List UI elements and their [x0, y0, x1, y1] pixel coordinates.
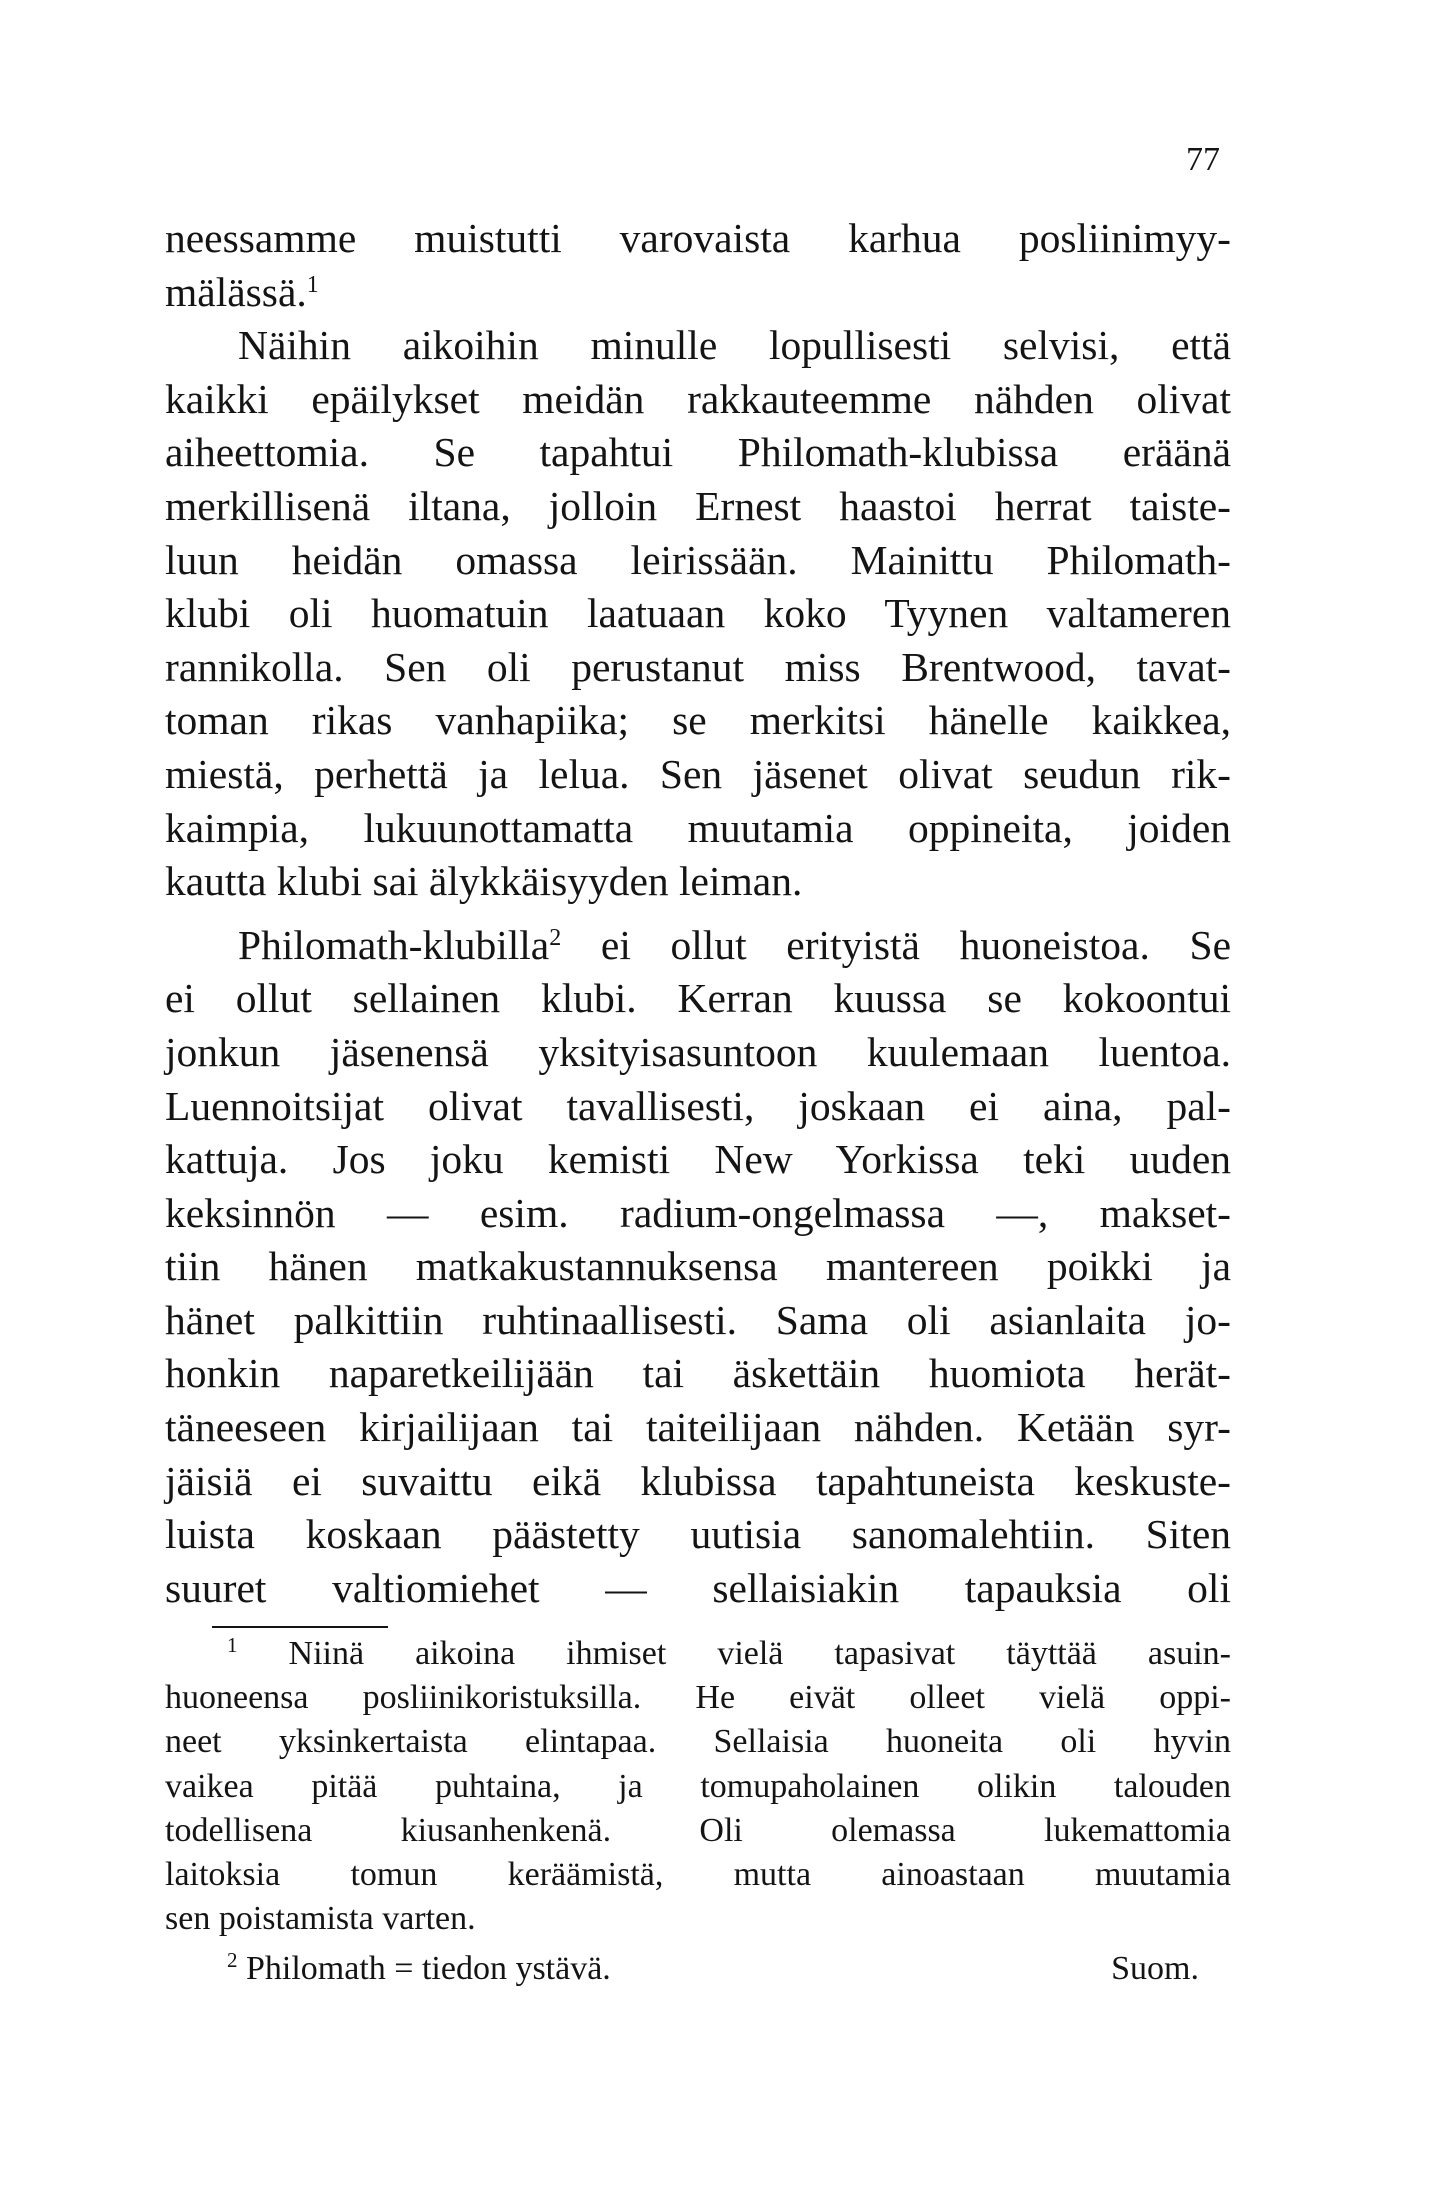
page-number: 77 [1186, 141, 1220, 178]
text-line: täneeseen kirjailijaan tai taiteilijaan nähden. Ketään syr- [165, 1404, 1231, 1451]
paragraph-gap [165, 909, 1231, 919]
text-line: luun heidän omassa leirissään. Mainittu Philomath- [165, 536, 1231, 583]
translator-signature: Suom. [1111, 1950, 1199, 1988]
footnote-marker: 1 [227, 1633, 238, 1657]
text-line: toman rikas vanhapiika; se merkitsi hänelle kaikkea, [165, 697, 1231, 744]
text-line: kautta klubi sai älykkäisyyden leiman. [165, 858, 803, 905]
text-line: tiin hänen matkakustannuksensa mantereen poikki ja [165, 1243, 1231, 1290]
footnote-2-text [227, 1947, 611, 1991]
footnote-marker: 2 [227, 1948, 238, 1973]
text-line: kaikki epäilykset meidän rakkauteemme nähden olivat [165, 375, 1231, 422]
main-text [165, 212, 1231, 1615]
text-line [165, 919, 1231, 973]
footnote-line: laitoksia tomun keräämistä, mutta ainoastaan muutamia [165, 1855, 1231, 1893]
footnote-reference: 1 [306, 271, 319, 298]
text-line: neessamme muistutti varovaista karhua posliinimyy- [165, 215, 1231, 261]
text-line: hänet palkittiin ruhtinaallisesti. Sama oli asianlaita jo- [165, 1296, 1231, 1343]
footnote-line: sen poistamista varten. [165, 1900, 476, 1938]
footnote-line-content: Niinä aikoina ihmiset vielä tapasivat täyttää asuin- [288, 1635, 1232, 1672]
text-line: suuret valtiomiehet — sellaisiakin tapauksia oli [165, 1564, 1231, 1611]
text-line: ei ollut sellainen klubi. Kerran kuussa se kokoontui [165, 975, 1231, 1022]
text-line-end: ei ollut erityistä huoneistoa. Se [561, 921, 1231, 968]
text-line-content: mälässä. [165, 268, 307, 315]
footnote-2-content: Philomath = tiedon ystävä. [246, 1950, 611, 1988]
footnote-line: todellisena kiusanhenkenä. Oli olemassa lukemattomia [165, 1811, 1231, 1849]
text-line: merkillisenä iltana, jolloin Ernest haastoi herrat taiste- [165, 482, 1231, 529]
text-line: klubi oli huomatuin laatuaan koko Tyynen valtameren [165, 590, 1231, 637]
footnotes [165, 1632, 1231, 1995]
text-line: aiheettomia. Se tapahtui Philomath-klubissa eräänä [165, 429, 1231, 476]
text-line: honkin naparetkeilijään tai äskettäin huomiota herät- [165, 1350, 1231, 1397]
text-line: Näihin aikoihin minulle lopullisesti selvisi, että [238, 322, 1231, 369]
footnote-line: vaikea pitää puhtaina, ja tomupaholainen olikin talouden [165, 1767, 1231, 1805]
footnote-line: huoneensa posliinikoristuksilla. He eivät olleet vielä oppi- [165, 1679, 1231, 1717]
text-line: jonkun jäsenensä yksityisasuntoon kuulemaan luentoa. [165, 1028, 1231, 1075]
text-line: kaimpia, lukuunottamatta muutamia oppineita, joiden [165, 804, 1231, 851]
text-line: luista koskaan päästetty uutisia sanomalehtiin. Siten [165, 1511, 1231, 1558]
text-line: Luennoitsijat olivat tavallisesti, joskaan ei aina, pal- [165, 1082, 1231, 1129]
text-line: rannikolla. Sen oli perustanut miss Brentwood, tavat- [165, 643, 1231, 690]
text-line: keksinnön — esim. radium-ongelmassa —, makset- [165, 1189, 1231, 1236]
footnote-line: neet yksinkertaista elintapaa. Sellaisia huoneita oli hyvin [165, 1723, 1231, 1761]
text-line-start: Philomath-klubilla [238, 921, 550, 968]
footnote-reference: 2 [549, 924, 562, 951]
text-line: jäisiä ei suvaittu eikä klubissa tapahtuneista keskuste- [165, 1457, 1231, 1504]
text-line: miestä, perhettä ja lelua. Sen jäsenet olivat seudun rik- [165, 750, 1231, 797]
footnote-divider [212, 1626, 388, 1628]
footnote-2 [165, 1947, 1231, 1995]
text-line [165, 266, 1231, 320]
footnote-line [165, 1632, 1231, 1676]
text-line: kattuja. Jos joku kemisti New Yorkissa teki uuden [165, 1136, 1231, 1183]
